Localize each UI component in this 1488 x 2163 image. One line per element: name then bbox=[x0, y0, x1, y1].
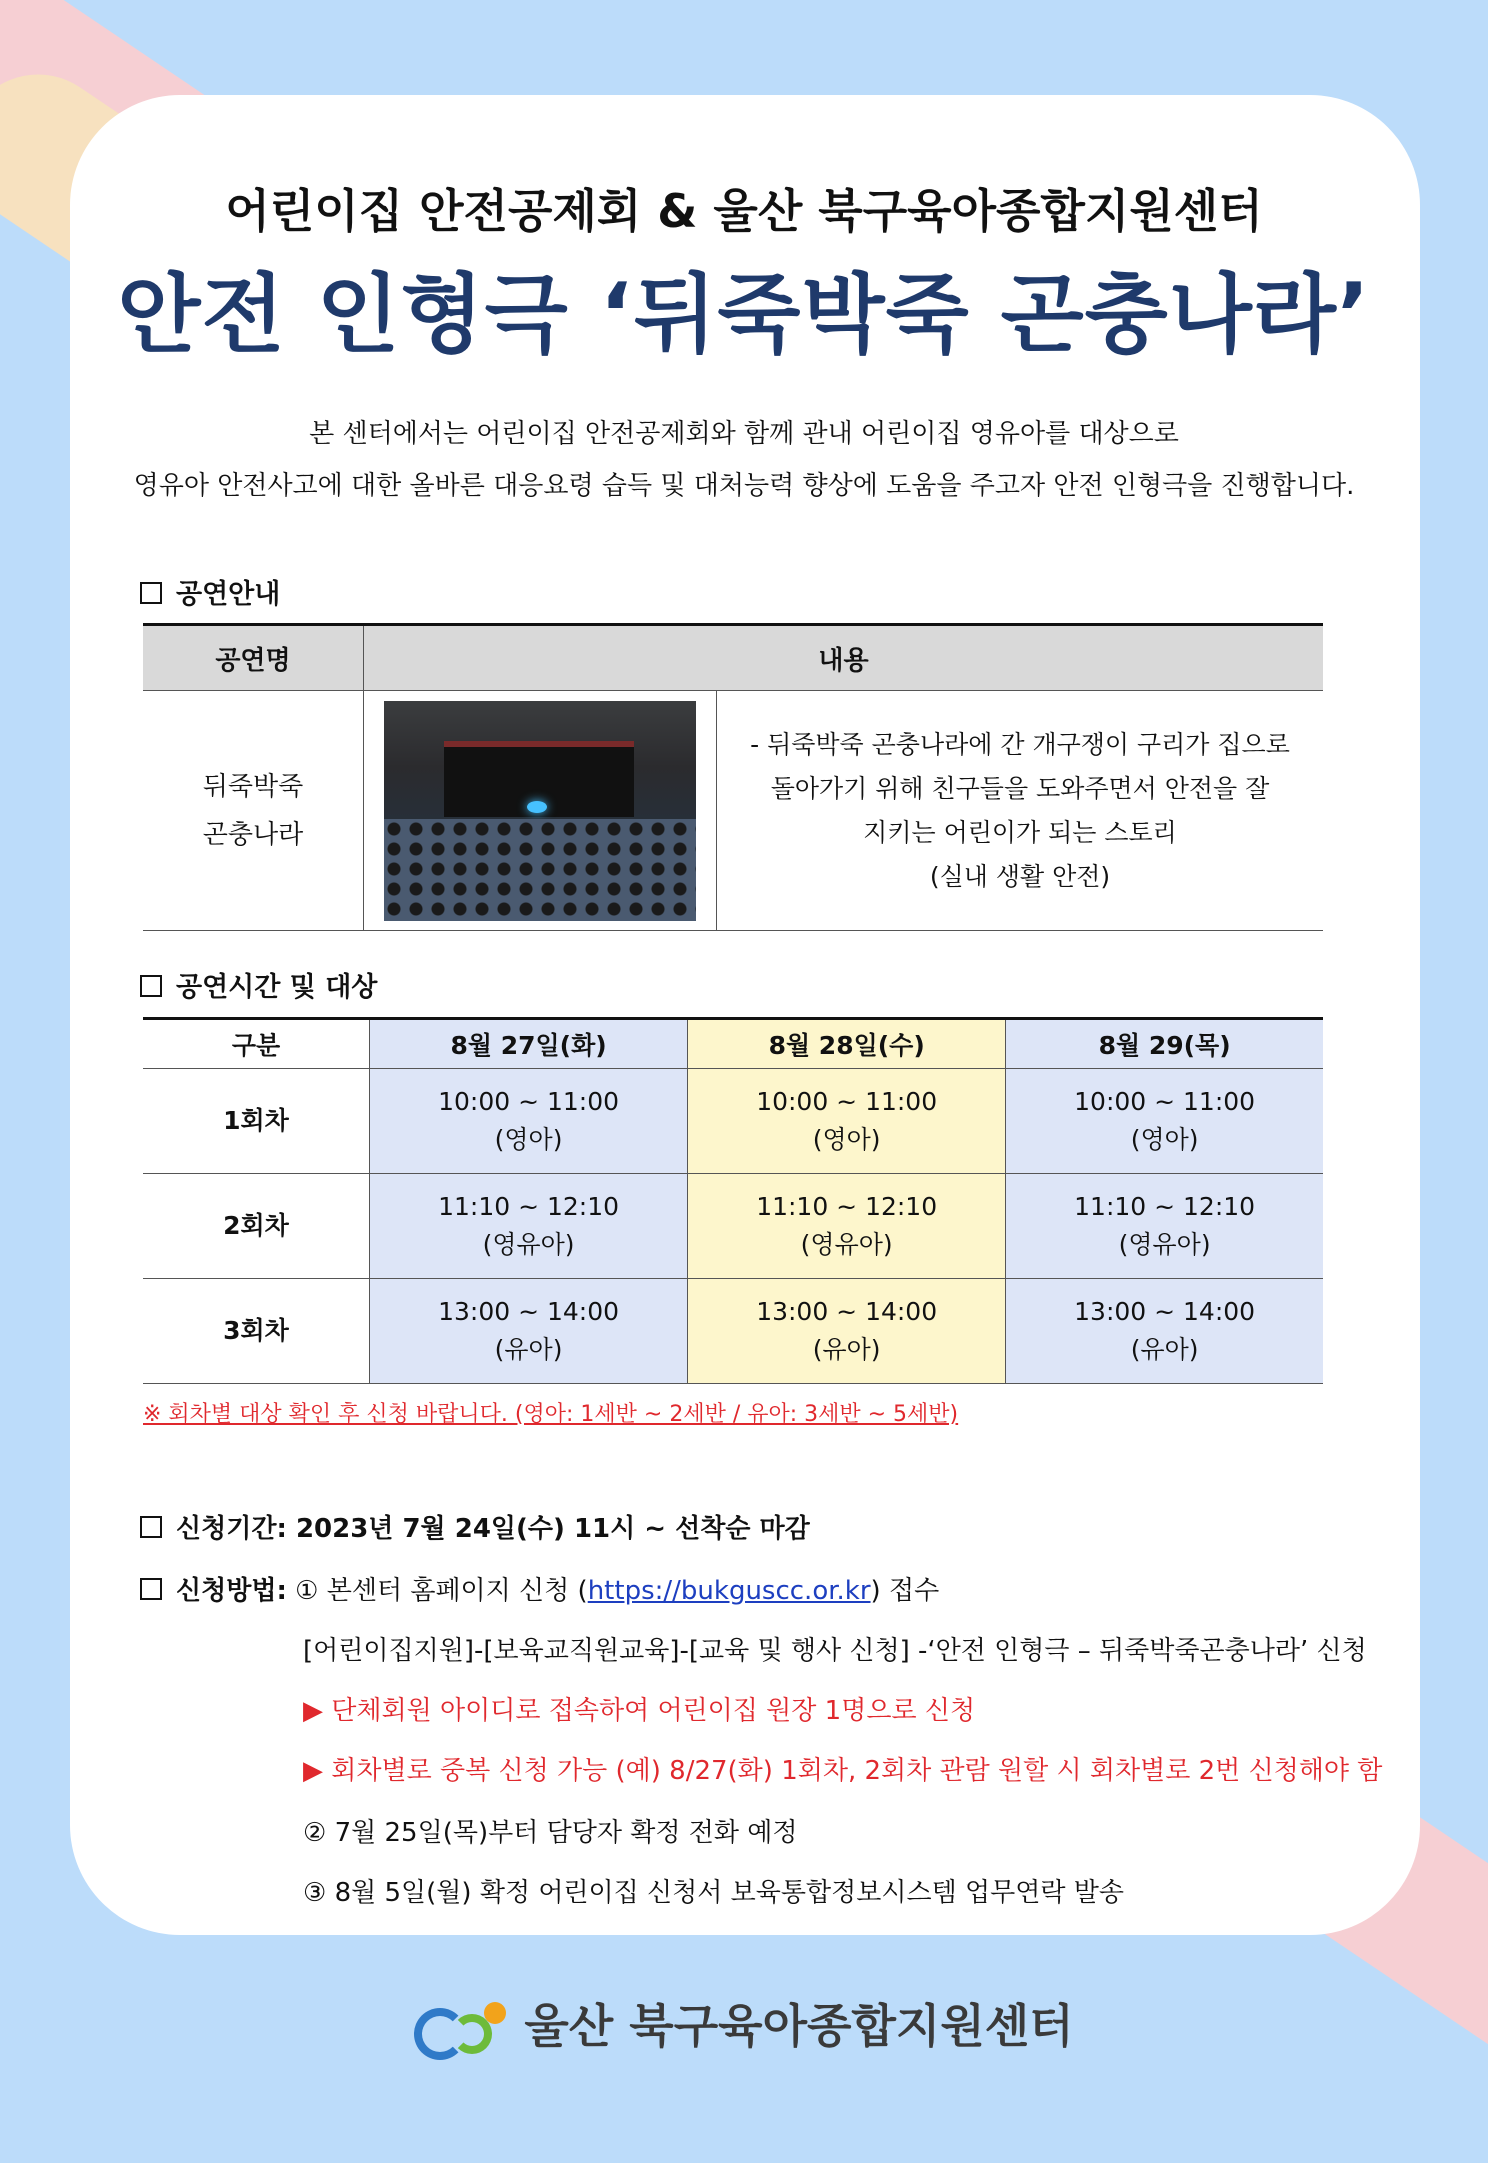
table-row bbox=[143, 1279, 1323, 1384]
poster-title: 안전 인형극 ‘뒤죽박죽 곤충나라’ bbox=[117, 265, 1371, 365]
section-label: 공연안내 bbox=[176, 579, 281, 610]
session-target: (영유아) bbox=[1118, 1230, 1211, 1259]
session-time: 11:10 ~ 12:10 bbox=[756, 1192, 938, 1221]
section-performance bbox=[140, 572, 280, 611]
center-logo-icon bbox=[414, 2000, 514, 2060]
col-header-day-2: 8월 28일(수) bbox=[688, 1019, 1006, 1069]
col-header-category: 구분 bbox=[143, 1019, 370, 1069]
footer bbox=[0, 1990, 1488, 2060]
performance-description bbox=[717, 691, 1324, 931]
audience-shape bbox=[384, 819, 696, 921]
session-target: (유아) bbox=[812, 1335, 881, 1364]
session-cell bbox=[370, 1174, 688, 1279]
session-target: (영유아) bbox=[800, 1230, 893, 1259]
session-cell bbox=[688, 1279, 1006, 1384]
checkbox-square-icon bbox=[140, 975, 162, 997]
session-cell bbox=[1006, 1069, 1323, 1174]
col-header-content: 내용 bbox=[364, 625, 1324, 691]
performance-table bbox=[143, 623, 1323, 931]
session-target: (영아) bbox=[812, 1125, 881, 1154]
session-target: (영아) bbox=[1130, 1125, 1199, 1154]
col-header-day-1: 8월 27일(화) bbox=[370, 1019, 688, 1069]
apply-step-2: ② 7월 25일(목)부터 담당자 확정 전화 예정 bbox=[303, 1818, 798, 1848]
session-cell bbox=[370, 1279, 688, 1384]
intro-line-2: 영유아 안전사고에 대한 올바른 대응요령 습득 및 대처능력 향상에 도움을 주고자 안전 인형극을 진행합니다. bbox=[133, 471, 1355, 501]
checkbox-square-icon bbox=[140, 1578, 162, 1600]
apply-period-label: 신청기간: bbox=[176, 1514, 287, 1544]
intro-line-1: 본 센터에서는 어린이집 안전공제회와 함께 관내 어린이집 영유아를 대상으로 bbox=[309, 419, 1179, 449]
section-label: 공연시간 및 대상 bbox=[176, 972, 378, 1003]
session-time: 11:10 ~ 12:10 bbox=[1074, 1192, 1256, 1221]
apply-step-3: ③ 8월 5일(월) 확정 어린이집 신청서 보육통합정보시스템 업무연락 발송 bbox=[303, 1878, 1124, 1908]
table-row bbox=[143, 1174, 1323, 1279]
session-cell bbox=[1006, 1174, 1323, 1279]
session-cell bbox=[370, 1069, 688, 1174]
session-cell bbox=[688, 1069, 1006, 1174]
schedule-table bbox=[143, 1017, 1323, 1384]
checkbox-square-icon bbox=[140, 582, 162, 604]
session-target: (영아) bbox=[494, 1125, 563, 1154]
section-schedule bbox=[140, 965, 377, 1004]
schedule-note: ※ 회차별 대상 확인 후 신청 바랍니다. (영아: 1세반 ~ 2세반 / 유아: 3세반 ~ 5세반) bbox=[143, 1402, 959, 1427]
poster-subtitle: 어린이집 안전공제회 & 울산 북구육아종합지원센터 bbox=[225, 184, 1263, 238]
apply-method bbox=[140, 1570, 939, 1607]
apply-bullet-2: ▶ 회차별로 중복 신청 가능 (예) 8/27(화) 1회차, 2회차 관람 원할 시 회차별로 2번 신청해야 함 bbox=[303, 1756, 1383, 1786]
session-time: 10:00 ~ 11:00 bbox=[438, 1087, 620, 1116]
session-time: 11:10 ~ 12:10 bbox=[438, 1192, 620, 1221]
footer-org-name: 울산 북구육아종합지원센터 bbox=[524, 1999, 1074, 2053]
session-time: 13:00 ~ 14:00 bbox=[1074, 1297, 1256, 1326]
performance-photo bbox=[384, 701, 696, 921]
apply-method-label: 신청방법: bbox=[176, 1576, 287, 1606]
desc-line: - 뒤죽박죽 곤충나라에 간 개구쟁이 구리가 집으로 bbox=[750, 729, 1290, 759]
performance-name-line: 뒤죽박죽 bbox=[202, 771, 304, 802]
performance-name bbox=[143, 691, 364, 931]
session-time: 13:00 ~ 14:00 bbox=[438, 1297, 620, 1326]
session-cell bbox=[688, 1174, 1006, 1279]
performance-name-line: 곤충나라 bbox=[202, 819, 304, 850]
session-cell bbox=[1006, 1279, 1323, 1384]
session-target: (유아) bbox=[1130, 1335, 1199, 1364]
apply-period bbox=[140, 1508, 810, 1545]
session-target: (유아) bbox=[494, 1335, 563, 1364]
homepage-link[interactable]: https://bukguscc.or.kr bbox=[587, 1576, 871, 1606]
apply-step-1-prefix: ① 본센터 홈페이지 신청 ( bbox=[295, 1576, 588, 1606]
session-target: (영유아) bbox=[482, 1230, 575, 1259]
apply-period-value: 2023년 7월 24일(수) 11시 ~ 선착순 마감 bbox=[295, 1514, 810, 1544]
session-label: 3회차 bbox=[143, 1279, 370, 1384]
performance-photo-cell bbox=[364, 691, 717, 931]
desc-line: (실내 생활 안전) bbox=[929, 861, 1111, 891]
stage-light bbox=[527, 801, 547, 813]
checkbox-square-icon bbox=[140, 1516, 162, 1538]
desc-line: 지키는 어린이가 되는 스토리 bbox=[863, 817, 1177, 847]
session-time: 13:00 ~ 14:00 bbox=[756, 1297, 938, 1326]
session-label: 1회차 bbox=[143, 1069, 370, 1174]
apply-menu-path: [어린이집지원]-[보육교직원교육]-[교육 및 행사 신청] -‘안전 인형극 – 뒤죽박죽곤충나라’ 신청 bbox=[303, 1636, 1367, 1666]
apply-bullet-1: ▶ 단체회원 아이디로 접속하여 어린이집 원장 1명으로 신청 bbox=[303, 1696, 976, 1726]
session-time: 10:00 ~ 11:00 bbox=[1074, 1087, 1256, 1116]
apply-step-1-suffix: ) 접수 bbox=[870, 1576, 940, 1606]
session-label: 2회차 bbox=[143, 1174, 370, 1279]
col-header-name: 공연명 bbox=[143, 625, 364, 691]
table-row bbox=[143, 1069, 1323, 1174]
desc-line: 돌아가기 위해 친구들을 도와주면서 안전을 잘 bbox=[770, 773, 1270, 803]
col-header-day-3: 8월 29(목) bbox=[1006, 1019, 1323, 1069]
session-time: 10:00 ~ 11:00 bbox=[756, 1087, 938, 1116]
